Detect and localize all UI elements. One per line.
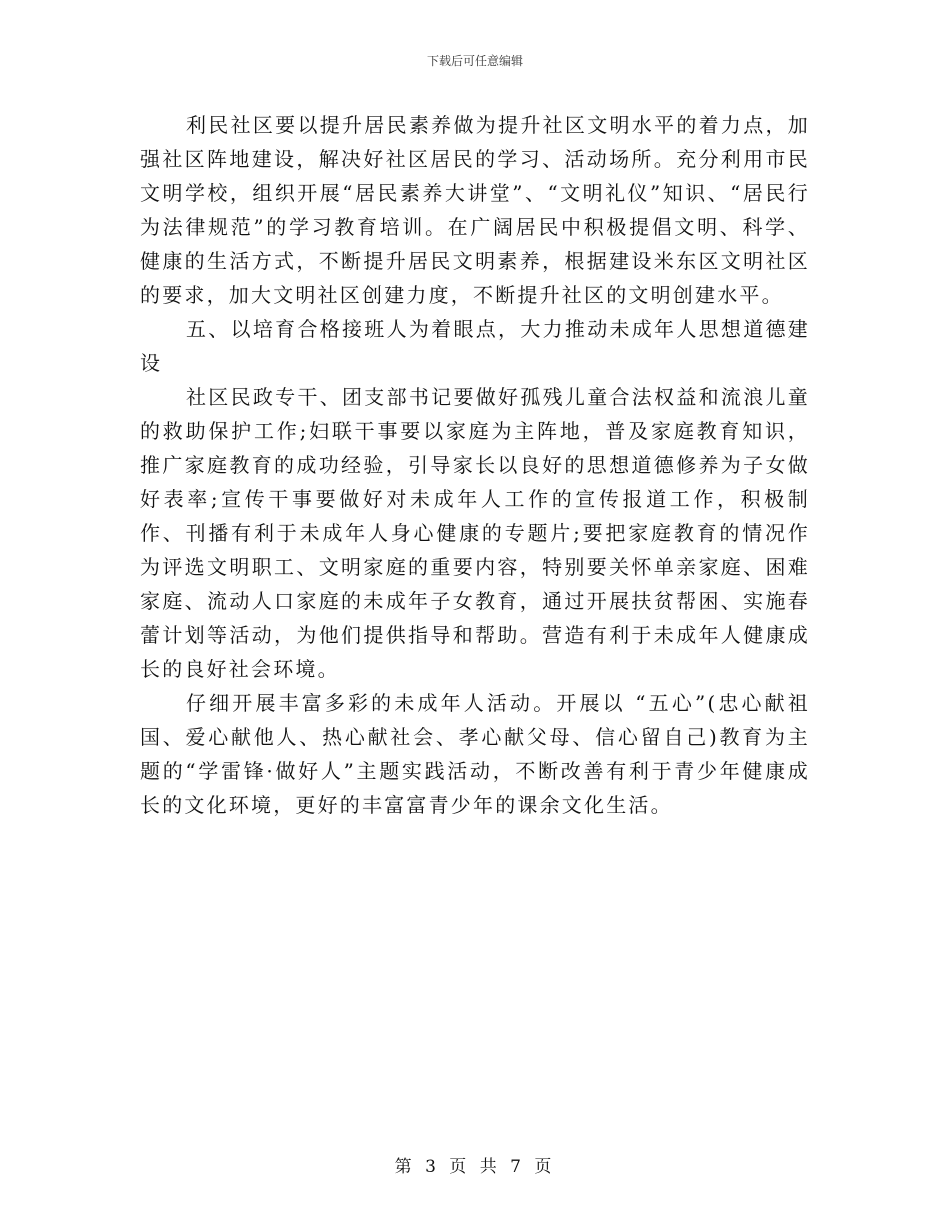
paragraph-child-protection: 社区民政专干、团支部书记要做好孤残儿童合法权益和流浪儿童的救助保护工作;妇联干事要以家庭为主阵地，普及家庭教育知识，推广家庭教育的成功经验，引导家长以良好的思想道德修养为子女做好表率;宣传干事要做好对未成年人工作的宣传报道工作，积极制作、刊播有利于未成年人身心健康的专题片;要把家庭教育的情况作为评选文明职工、文明家庭的重要内容，特别要关怀单亲家庭、困难家庭、流动人口家庭的未成年子女教育，通过开展扶贫帮困、实施春蕾计划等活动，为他们提供指导和帮助。营造有利于未成年人健康成长的良好社会环境。 xyxy=(140,385,810,681)
paragraph-community-literacy: 利民社区要以提升居民素养做为提升社区文明水平的着力点，加强社区阵地建设，解决好社区居民的学习、活动场所。充分利用市民文明学校，组织开展“居民素养大讲堂”、“文明礼仪”知识、“居民行为法律规范”的学习教育培训。在广阔居民中积极提倡文明、科学、健康的生活方式，不断提升居民文明素养，根据建设米东区文明社区的要求，加大文明社区创建力度，不断提升社区的文明创建水平。 xyxy=(140,113,810,307)
section-heading-five: 五、以培育合格接班人为着眼点，大力推动未成年人思想道德建设 xyxy=(140,317,810,375)
page-number-footer: 第 3 页 共 7 页 xyxy=(394,1157,556,1177)
document-body xyxy=(140,108,810,822)
paragraph-youth-activities: 仔细开展丰富多彩的未成年人活动。开展以 “五心”(忠心献祖国、爱心献他人、热心献社会、孝心献父母、信心留自己)教育为主题的“学雷锋·做好人”主题实践活动，不断改善有利于青少年健康成长的文化环境，更好的丰富富青少年的课余文化生活。 xyxy=(140,691,810,817)
page-header: 下载后可任意编辑 xyxy=(426,54,523,68)
